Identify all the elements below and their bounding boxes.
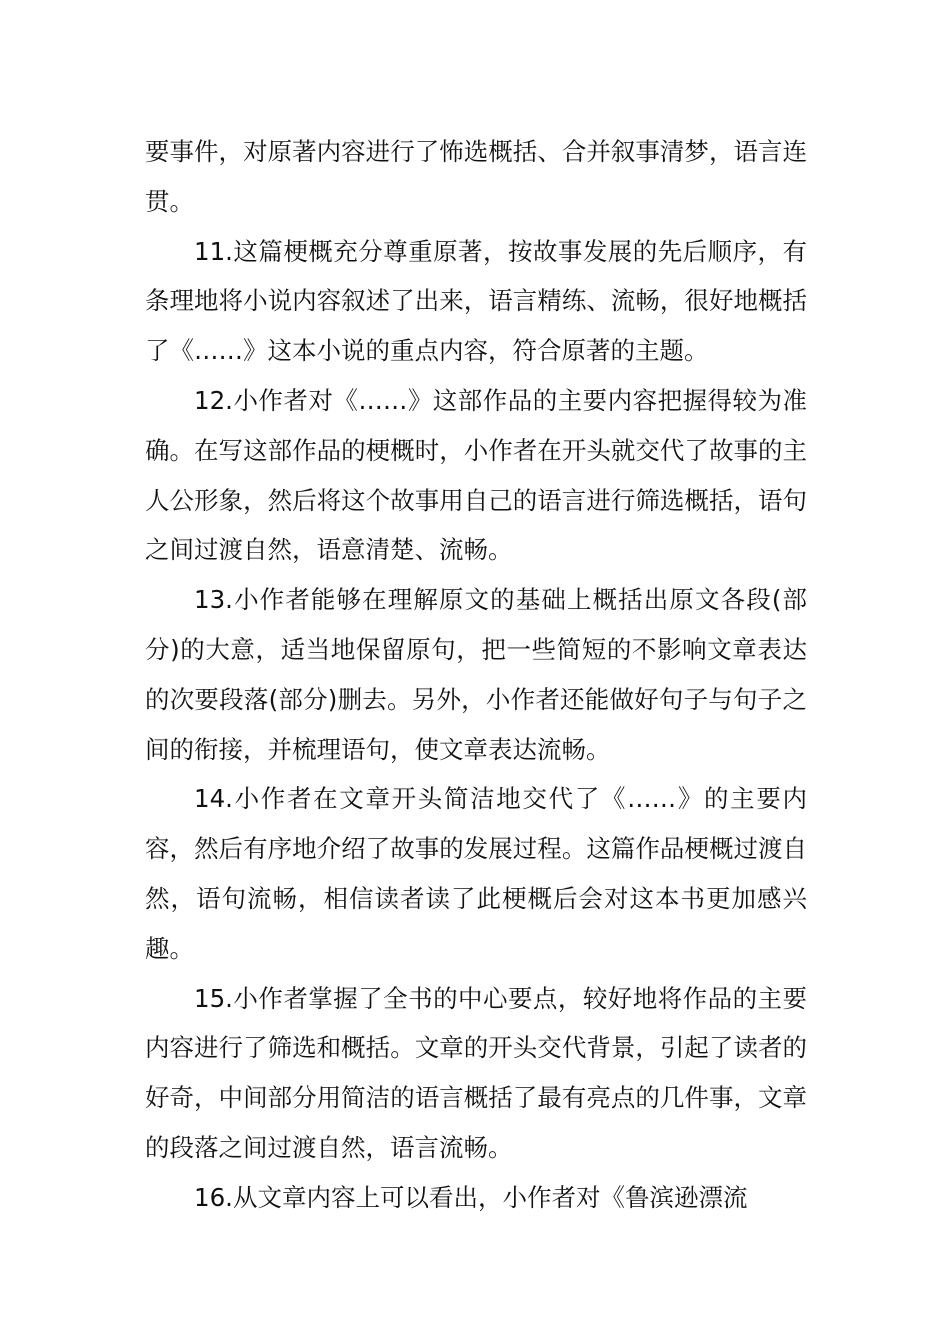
document-page xyxy=(145,127,807,1223)
paragraph-16: 16.从文章内容上可以看出，小作者对《鲁滨逊漂流 xyxy=(194,1182,748,1212)
paragraph-11: 11.这篇梗概充分尊重原著，按故事发展的先后顺序，有条理地将小说内容叙述了出来，语言精练、流畅，很好地概括了《……》这本小说的重点内容，符合原著的主题。 xyxy=(145,236,807,366)
paragraph-14: 14.小作者在文章开头简洁地交代了《……》的主要内容，然后有序地介绍了故事的发展过程。这篇作品梗概过渡自然，语句流畅，相信读者读了此梗概后会对这本书更加感兴趣。 xyxy=(145,784,807,963)
paragraph-continued: 要事件，对原著内容进行了怖选概括、合并叙事清梦，语言连贯。 xyxy=(145,137,807,216)
paragraph-15: 15.小作者掌握了全书的中心要点，较好地将作品的主要内容进行了筛选和概括。文章的开头交代背景，引起了读者的好奇，中间部分用简洁的语言概括了最有亮点的几件事，文章的段落之间过渡自然，语言流畅。 xyxy=(145,983,807,1162)
paragraph-12: 12.小作者对《……》这部作品的主要内容把握得较为准确。在写这部作品的梗概时，小作者在开头就交代了故事的主人公形象，然后将这个故事用自己的语言进行筛选概括，语句之间过渡自然，语意清楚、流畅。 xyxy=(145,385,807,565)
paragraph-13: 13.小作者能够在理解原文的基础上概括出原文各段(部分)的大意，适当地保留原句，把一些简短的不影响文章表达的次要段落(部分)删去。另外，小作者还能做好句子与句子之间的衔接，并梳理语句，使文章表达流畅。 xyxy=(145,585,807,764)
